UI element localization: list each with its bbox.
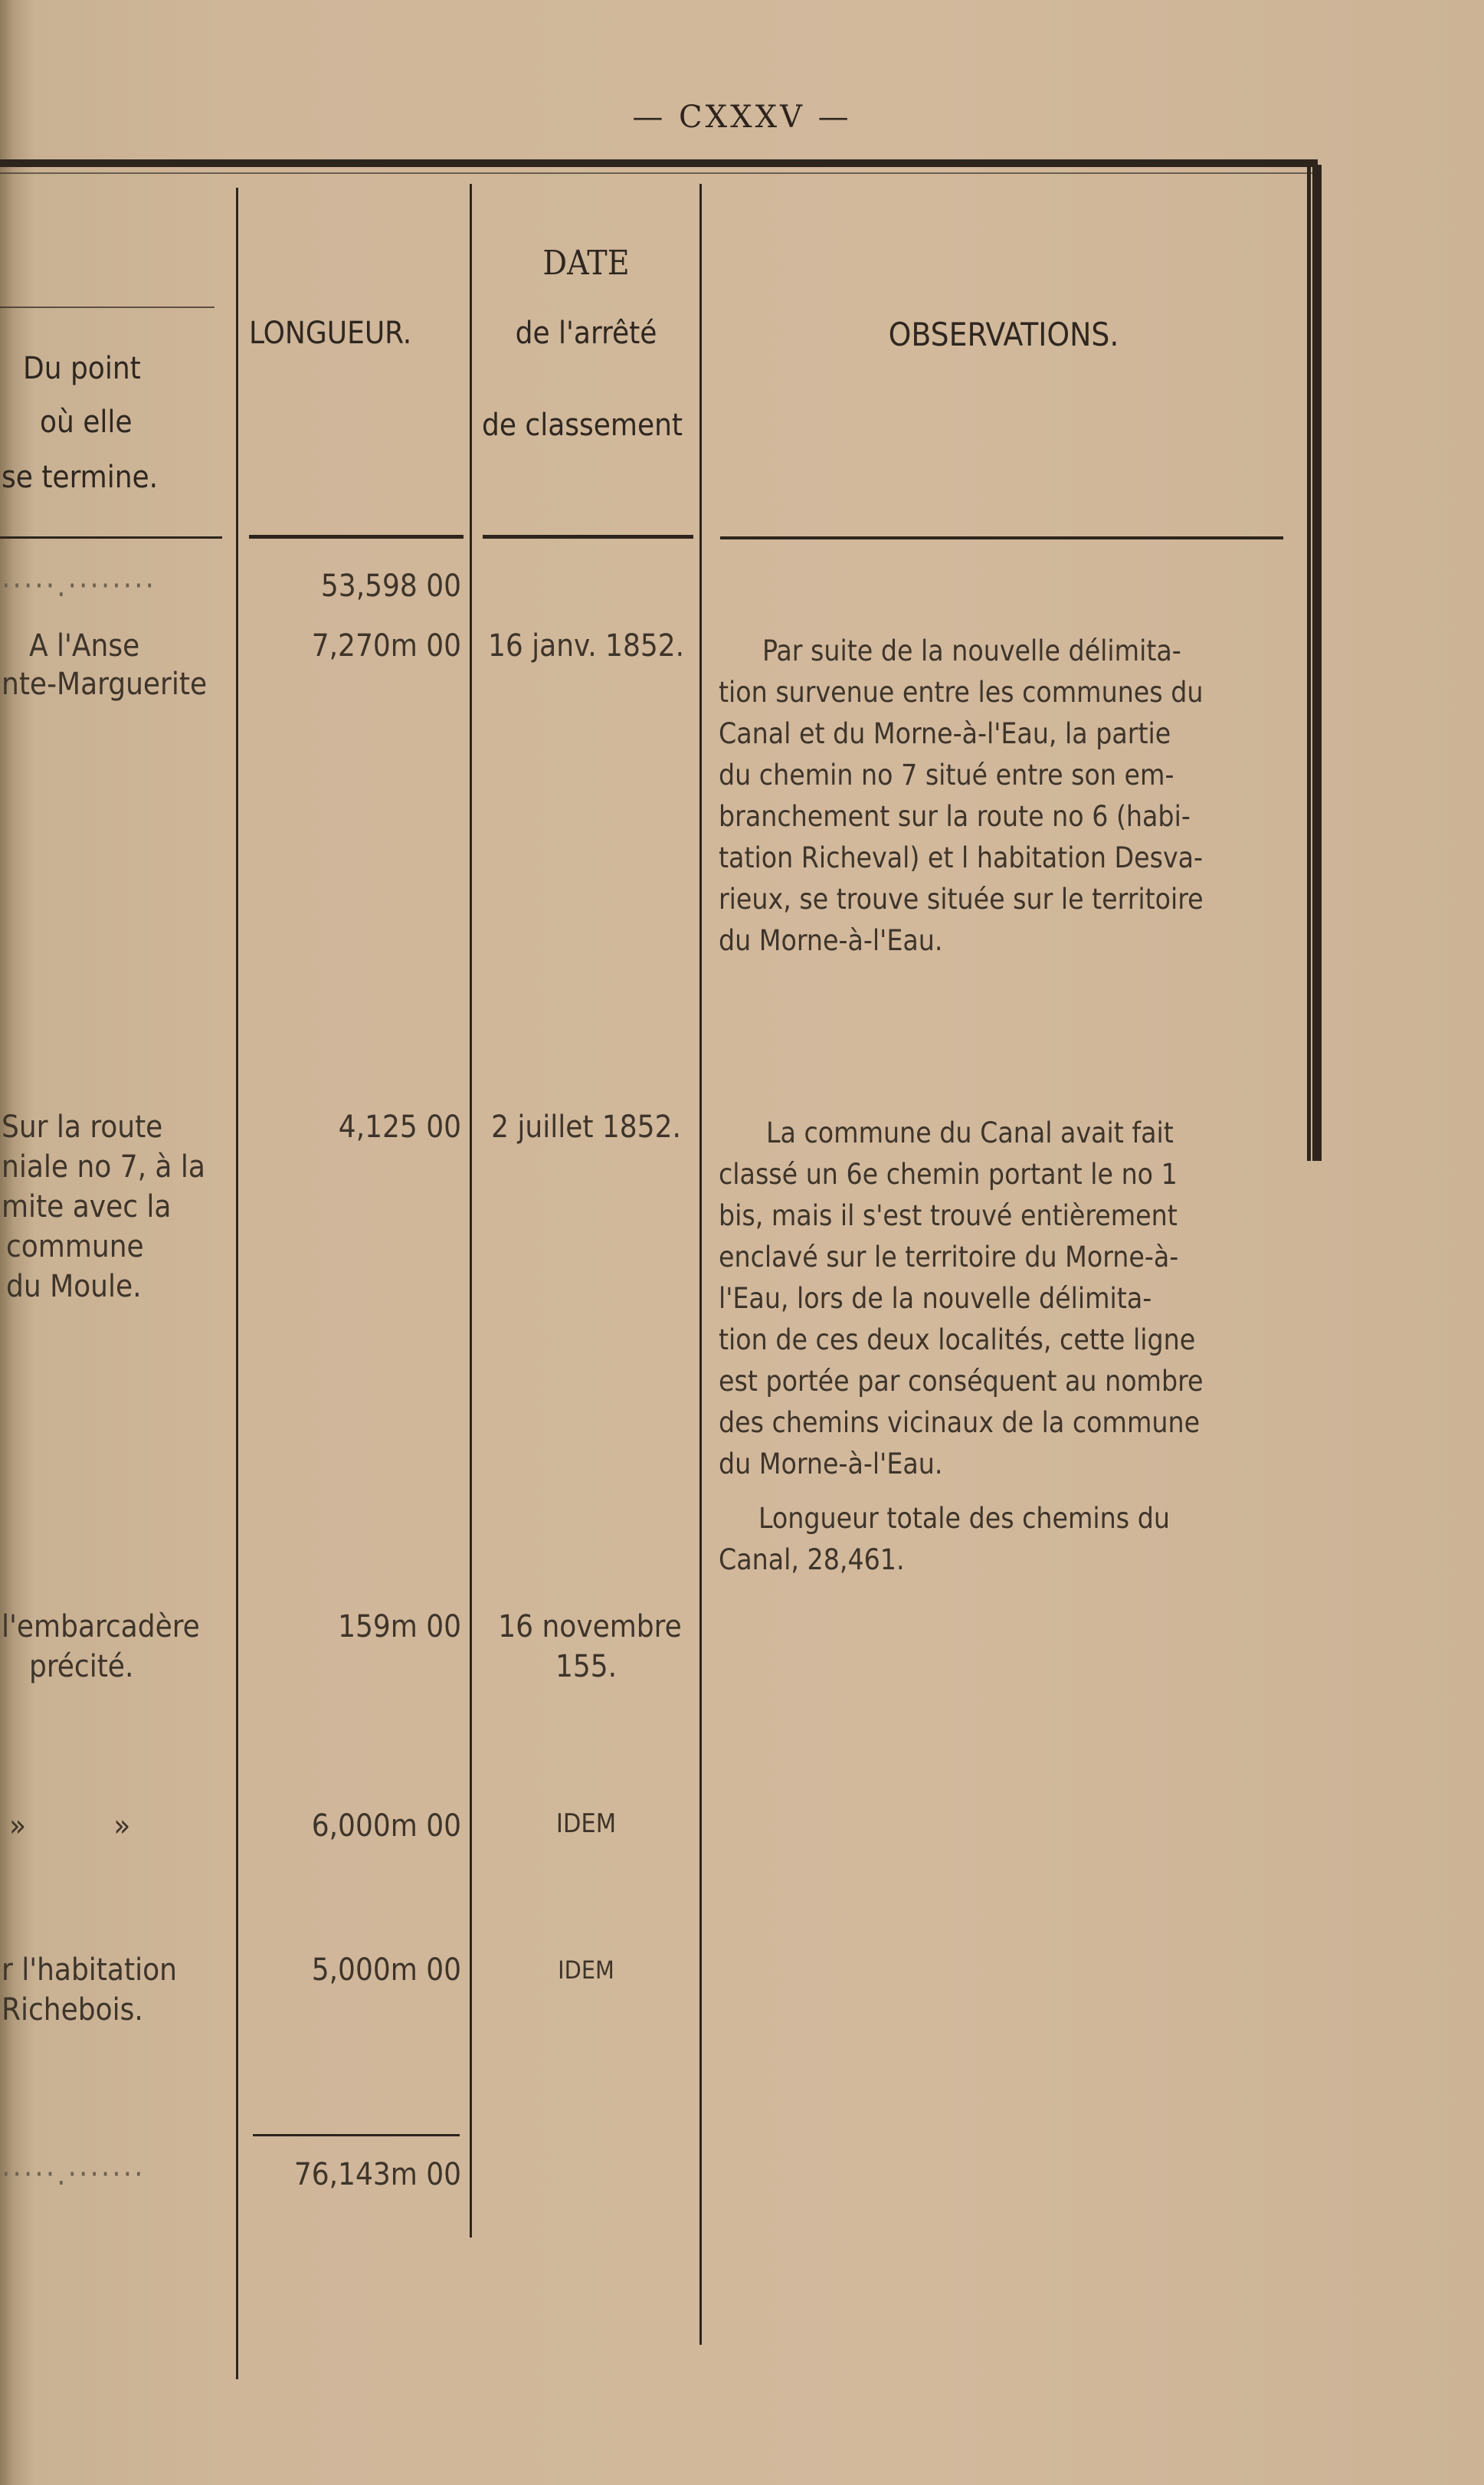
row-5-length: 6,000m 00 [311,1808,461,1844]
row-5-end-point: » » [9,1808,131,1844]
total-length: 76,143m 00 [293,2157,461,2192]
row-5-date: IDEM [555,1808,617,1839]
row-2-end-point-line-3: mite avec la [2,1189,172,1224]
row-1-observation-line-2: tion survenue entre les communes du [719,676,1204,709]
row-6-end-point-line-1: r l'habitation [2,1952,177,1988]
row-4-end-point-line-1: l'embarcadère [2,1609,200,1644]
row-1-observation-line-4: du chemin no 7 situé entre son em- [719,759,1174,792]
right-border [1307,165,1311,1161]
header-rule-col4 [720,536,1283,539]
header-end-point-line-1: Du point [23,351,141,386]
total-rule [253,2134,460,2136]
row-2-observation-line-1: La commune du Canal avait fait [766,1116,1174,1149]
row-1-observation-line-1: Par suite de la nouvelle délimita- [762,634,1181,667]
row-4-end-point-line-2: précité. [29,1649,134,1684]
row-0-end-point: ·····.········ [2,569,156,604]
row-2-observation-line-5: l'Eau, lors de la nouvelle délimita- [719,1282,1152,1315]
header-rule-col2 [249,535,464,539]
row-6-end-point-line-2: Richebois. [2,1992,143,2028]
row-2-observation-line-3: bis, mais il s'est trouvé entièrement [719,1199,1178,1232]
row-2-observation-line-9: du Morne-à-l'Eau. [719,1447,943,1480]
col1-top-rule [0,307,215,308]
row-0-length: 53,598 00 [320,569,461,604]
row-2-observation-line-8: des chemins vicinaux de la commune [719,1406,1201,1439]
row-6-date: IDEM [558,1956,614,1985]
column-separator-2 [470,184,472,2237]
header-date-line-3: de classement [481,408,683,443]
row-1-observation-line-7: rieux, se trouve située sur le territoire [719,883,1204,916]
header-rule-col3 [483,535,693,539]
row-1-observation-line-6: tation Richeval) et l habitation Desva- [719,841,1204,874]
row-2-observation-line-2: classé un 6e chemin portant le no 1 [719,1158,1178,1191]
header-rule-col1 [0,536,222,539]
row-4-length: 159m 00 [338,1609,461,1644]
row-4-date-line-2: 155. [555,1649,618,1684]
top-rule-thin [0,172,1318,174]
row-2-date: 2 juillet 1852. [491,1110,681,1145]
right-border-thick [1312,165,1322,1161]
row-4-date-line-1: 16 novembre [498,1609,682,1644]
row-1-observation-line-8: du Morne-à-l'Eau. [719,924,943,957]
row-6-length: 5,000m 00 [311,1952,461,1988]
row-2-end-point-line-2: niale no 7, à la [2,1149,205,1185]
row-1-end-point-line-1: A l'Anse [29,628,140,664]
row-2-end-point-line-1: Sur la route [2,1110,163,1145]
row-1-observation-line-5: branchement sur la route no 6 (habi- [719,800,1191,833]
column-separator-3 [699,184,702,2345]
row-1-date: 16 janv. 1852. [487,628,685,664]
header-length: LONGUEUR. [249,316,412,351]
column-separator-1 [236,188,238,2379]
header-date-line-1: DATE [542,244,630,283]
row-2-length: 4,125 00 [338,1110,461,1145]
row-1-end-point-line-2: nte-Marguerite [2,667,208,702]
row-2-observation-line-4: enclavé sur le territoire du Morne-à- [719,1241,1179,1274]
header-date-line-2: de l'arrêté [515,316,657,351]
row-3-observation-line-2: Canal, 28,461. [719,1543,905,1576]
header-end-point-line-2: où elle [40,405,133,440]
row-1-length: 7,270m 00 [311,628,461,664]
header-observations: OBSERVATIONS. [888,316,1119,353]
total-end-point: ·····.······· [2,2157,146,2192]
header-end-point-line-3: se termine. [2,460,159,495]
page-number: — CXXXV — [632,100,852,135]
top-rule [0,159,1318,167]
row-3-observation-line-1: Longueur totale des chemins du [758,1502,1170,1535]
row-2-end-point-line-5: du Moule. [6,1269,142,1304]
row-1-observation-line-3: Canal et du Morne-à-l'Eau, la partie [719,717,1171,750]
row-2-observation-line-6: tion de ces deux localités, cette ligne [719,1323,1196,1356]
row-2-observation-line-7: est portée par conséquent au nombre [719,1365,1204,1398]
row-2-end-point-line-4: commune [6,1229,144,1264]
